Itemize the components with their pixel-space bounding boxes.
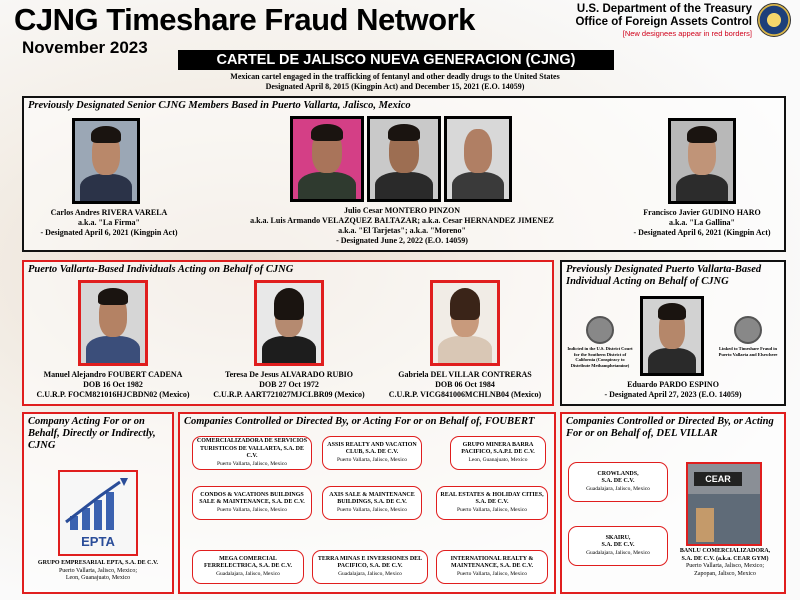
alvarado-name: Teresa De Jesus ALVARADO RUBIO [224,370,354,379]
villar-dob: DOB 06 Oct 1984 [435,380,495,389]
company-name: AXIS SALE & MAINTENANCE BUILDINGS, S.A. DE C.V. [329,491,415,506]
company-location: Puerto Vallarta, Jalisco, Mexico [336,506,407,513]
senior-members-title: Previously Designated Senior CJNG Members Based in Puerto Vallarta, Jalisco, Mexico [28,100,411,111]
villar-caption [378,370,552,400]
cear-gym-photo [686,462,762,546]
company-pill [568,526,668,566]
gudino-designated: - Designated April 6, 2021 (Kingpin Act) [633,228,771,237]
company-pill [322,436,422,470]
company-location: Guadalajara, Jalisco, Mexico [338,570,402,577]
gudino-name: Francisco Javier GUDINO HARO [643,208,761,217]
montero-photo-1 [290,116,364,202]
company-location: Leon, Guanajuato, Mexico [468,456,528,463]
gudino-caption [620,208,784,238]
villar-companies-box [560,412,786,594]
agency-line-1: U.S. Department of the Treasury [576,3,752,15]
company-name: INTERNATIONAL REALTY & MAINTENANCE, S.A. DE C.V. [450,555,534,570]
epta-logo [58,470,138,556]
pardo-title: Previously Designated Puerto Vallarta-Based Individual Acting on Behalf of CJNG [566,264,762,287]
foubert-dob: DOB 16 Oct 1982 [83,380,143,389]
rivera-photo [72,118,140,204]
banlu-name-1: BANLU COMERCIALIZADORA, [679,548,771,554]
rivera-name: Carlos Andres RIVERA VARELA [50,208,168,217]
montero-aka-2: a.k.a. "El Tarjetas"; a.k.a. "Moreno" [338,226,466,235]
company-name-suffix: S.A. DE C.V. [601,478,635,485]
company-name: COMERCIALIZADORA DE SERVICIOS TURISTICOS DE VALLARTA, S.A. DE C.V. [196,438,308,459]
montero-caption [204,206,600,246]
foubert-companies-title: Companies Controlled or Directed By, or Acting For or on Behalf of, FOUBERT [184,416,535,427]
company-pill [568,462,668,502]
foubert-curp: C.U.R.P. FOCM821016HJCBDN02 (Mexico) [36,390,190,399]
montero-photo-3 [444,116,512,202]
foubert-companies-box [178,412,556,594]
page-title: CJNG Timeshare Fraud Network [14,2,475,37]
company-name: CONDOS & VACATIONS BUILDINGS SALE & MAINTENANCE, S.A. DE C.V. [199,491,305,506]
company-location: Guadalajara, Jalisco, Mexico [216,570,280,577]
epta-loc-2: Leon, Guanajuato, Mexico [65,575,131,581]
epta-loc-1: Puerto Vallarta, Jalisco, Mexico; [58,567,138,574]
banlu-loc-2: Zapopan, Jalisco, Mexico [694,570,756,577]
epta-box [22,412,174,594]
company-pill [450,436,546,470]
company-location: Puerto Vallarta, Jalisco, Mexico [336,456,407,463]
pardo-caption [564,380,782,400]
legend-note: [New designees appear in red borders] [622,29,752,38]
cartel-desc-line-1: Mexican cartel engaged in the trafficking of fentanyl and other deadly drugs to the United States [230,72,560,81]
montero-name: Julio Cesar MONTERO PINZON [343,206,461,215]
company-pill [192,550,304,584]
foubert-caption [28,370,198,400]
pardo-box [560,260,786,406]
epta-logo-text: EPTA [81,534,115,549]
banlu-loc-1: Puerto Vallarta, Jalisco, Mexico; [685,563,765,569]
montero-photo-2 [367,116,441,202]
pardo-name: Eduardo PARDO ESPINO [627,380,719,389]
alvarado-dob: DOB 27 Oct 1972 [259,380,319,389]
villar-companies-title: Companies Controlled or Directed By, or Acting For or on Behalf of, DEL VILLAR [566,416,774,439]
cartel-desc-line-2: Designated April 8, 2015 (Kingpin Act) and December 15, 2021 (E.O. 14059) [265,82,525,91]
building-door [696,508,714,542]
villar-curp: C.U.R.P. VICG841006MCHLNB04 (Mexico) [388,390,542,399]
gudino-photo [668,118,736,204]
banlu-caption [666,548,784,578]
agency-line-2: Office of Foreign Assets Control [575,16,752,28]
pardo-designated: - Designated April 27, 2023 (E.O. 14059) [604,390,742,399]
company-location: Puerto Vallarta, Jalisco, Mexico [456,506,527,513]
alvarado-caption [202,370,376,400]
foubert-photo [78,280,148,366]
cartel-description [150,72,640,92]
company-location: Guadalajara, Jalisco, Mexico [586,485,650,492]
company-pill [192,486,312,520]
alvarado-curp: C.U.R.P. AART721027MJCLBR09 (Mexico) [213,390,365,399]
rivera-aka: a.k.a. "La Firma" [78,218,140,227]
company-pill [436,550,548,584]
company-name: CROWLANDS, [597,470,639,477]
alvarado-photo [254,280,324,366]
company-pill [312,550,428,584]
treasury-seal-icon [757,3,791,37]
cear-sign: CEAR [694,472,742,486]
company-location: Puerto Vallarta, Jalisco, Mexico [456,570,527,577]
page-date: November 2023 [22,38,148,57]
company-name: ASSIS REALTY AND VACATION CLUB, S.A. DE C.V. [327,441,417,456]
company-name: REAL ESTATES & HOLIDAY CITIES, S.A. DE C.V. [440,491,544,506]
villar-name: Gabriela DEL VILLAR CONTRERAS [398,370,532,379]
gudino-aka: a.k.a. "La Gallina" [668,218,735,227]
banlu-name-2: S.A. DE C.V. (a.k.a. CEAR GYM) [681,555,769,562]
company-name: GRUPO MINERA BARRA PACIFICO, S.A.P.I. DE C.V. [461,441,535,456]
montero-designated: - Designated June 2, 2022 (E.O. 14059) [336,236,468,245]
rivera-caption [34,208,184,238]
company-pill [436,486,548,520]
company-name-suffix: S.A. DE C.V. [601,542,635,549]
company-name: MEGA COMERCIAL FERRELECTRICA, S.A. DE C.V. [204,555,292,570]
epta-caption [26,560,170,583]
company-location: Guadalajara, Jalisco, Mexico [586,549,650,556]
pardo-left-note: Indicted in the U.S. District Court for the Southern District of California (Conspiracy to Distribute Methamphetamine) [567,346,633,368]
company-pill [322,486,422,520]
rivera-designated: - Designated April 6, 2021 (Kingpin Act) [40,228,178,237]
individuals-title: Puerto Vallarta-Based Individuals Acting on Behalf of CJNG [28,264,294,275]
pardo-photo [640,296,704,376]
company-name: SKAIRU, [605,534,631,541]
pardo-right-note: Linked to Timeshare Fraud in Puerto Vallarta and Elsewhere [718,346,778,357]
document-icon [586,316,614,344]
agency-block [575,3,752,39]
villar-photo [430,280,500,366]
senior-members-box [22,96,786,252]
company-location: Puerto Vallarta, Jalisco, Mexico [216,460,287,467]
individuals-box [22,260,554,406]
company-pill [192,436,312,470]
company-name: TERRA MINAS E INVERSIONES DEL PACIFICO, S.A. DE C.V. [317,555,423,570]
foubert-name: Manuel Alejandro FOUBERT CADENA [43,370,183,379]
montero-aka-1: a.k.a. Luis Armando VELAZQUEZ BALTAZAR; a.k.a. Cesar HERNANDEZ JIMENEZ [250,216,554,225]
epta-name: GRUPO EMPRESARIAL EPTA, S.A. DE C.V. [37,560,159,566]
cartel-banner: CARTEL DE JALISCO NUEVA GENERACION (CJNG) [178,50,614,70]
warning-icon [734,316,762,344]
company-location: Puerto Vallarta, Jalisco, Mexico [216,506,287,513]
epta-box-title: Company Acting For or on Behalf, Directly or Indirectly, CJNG [28,416,156,451]
